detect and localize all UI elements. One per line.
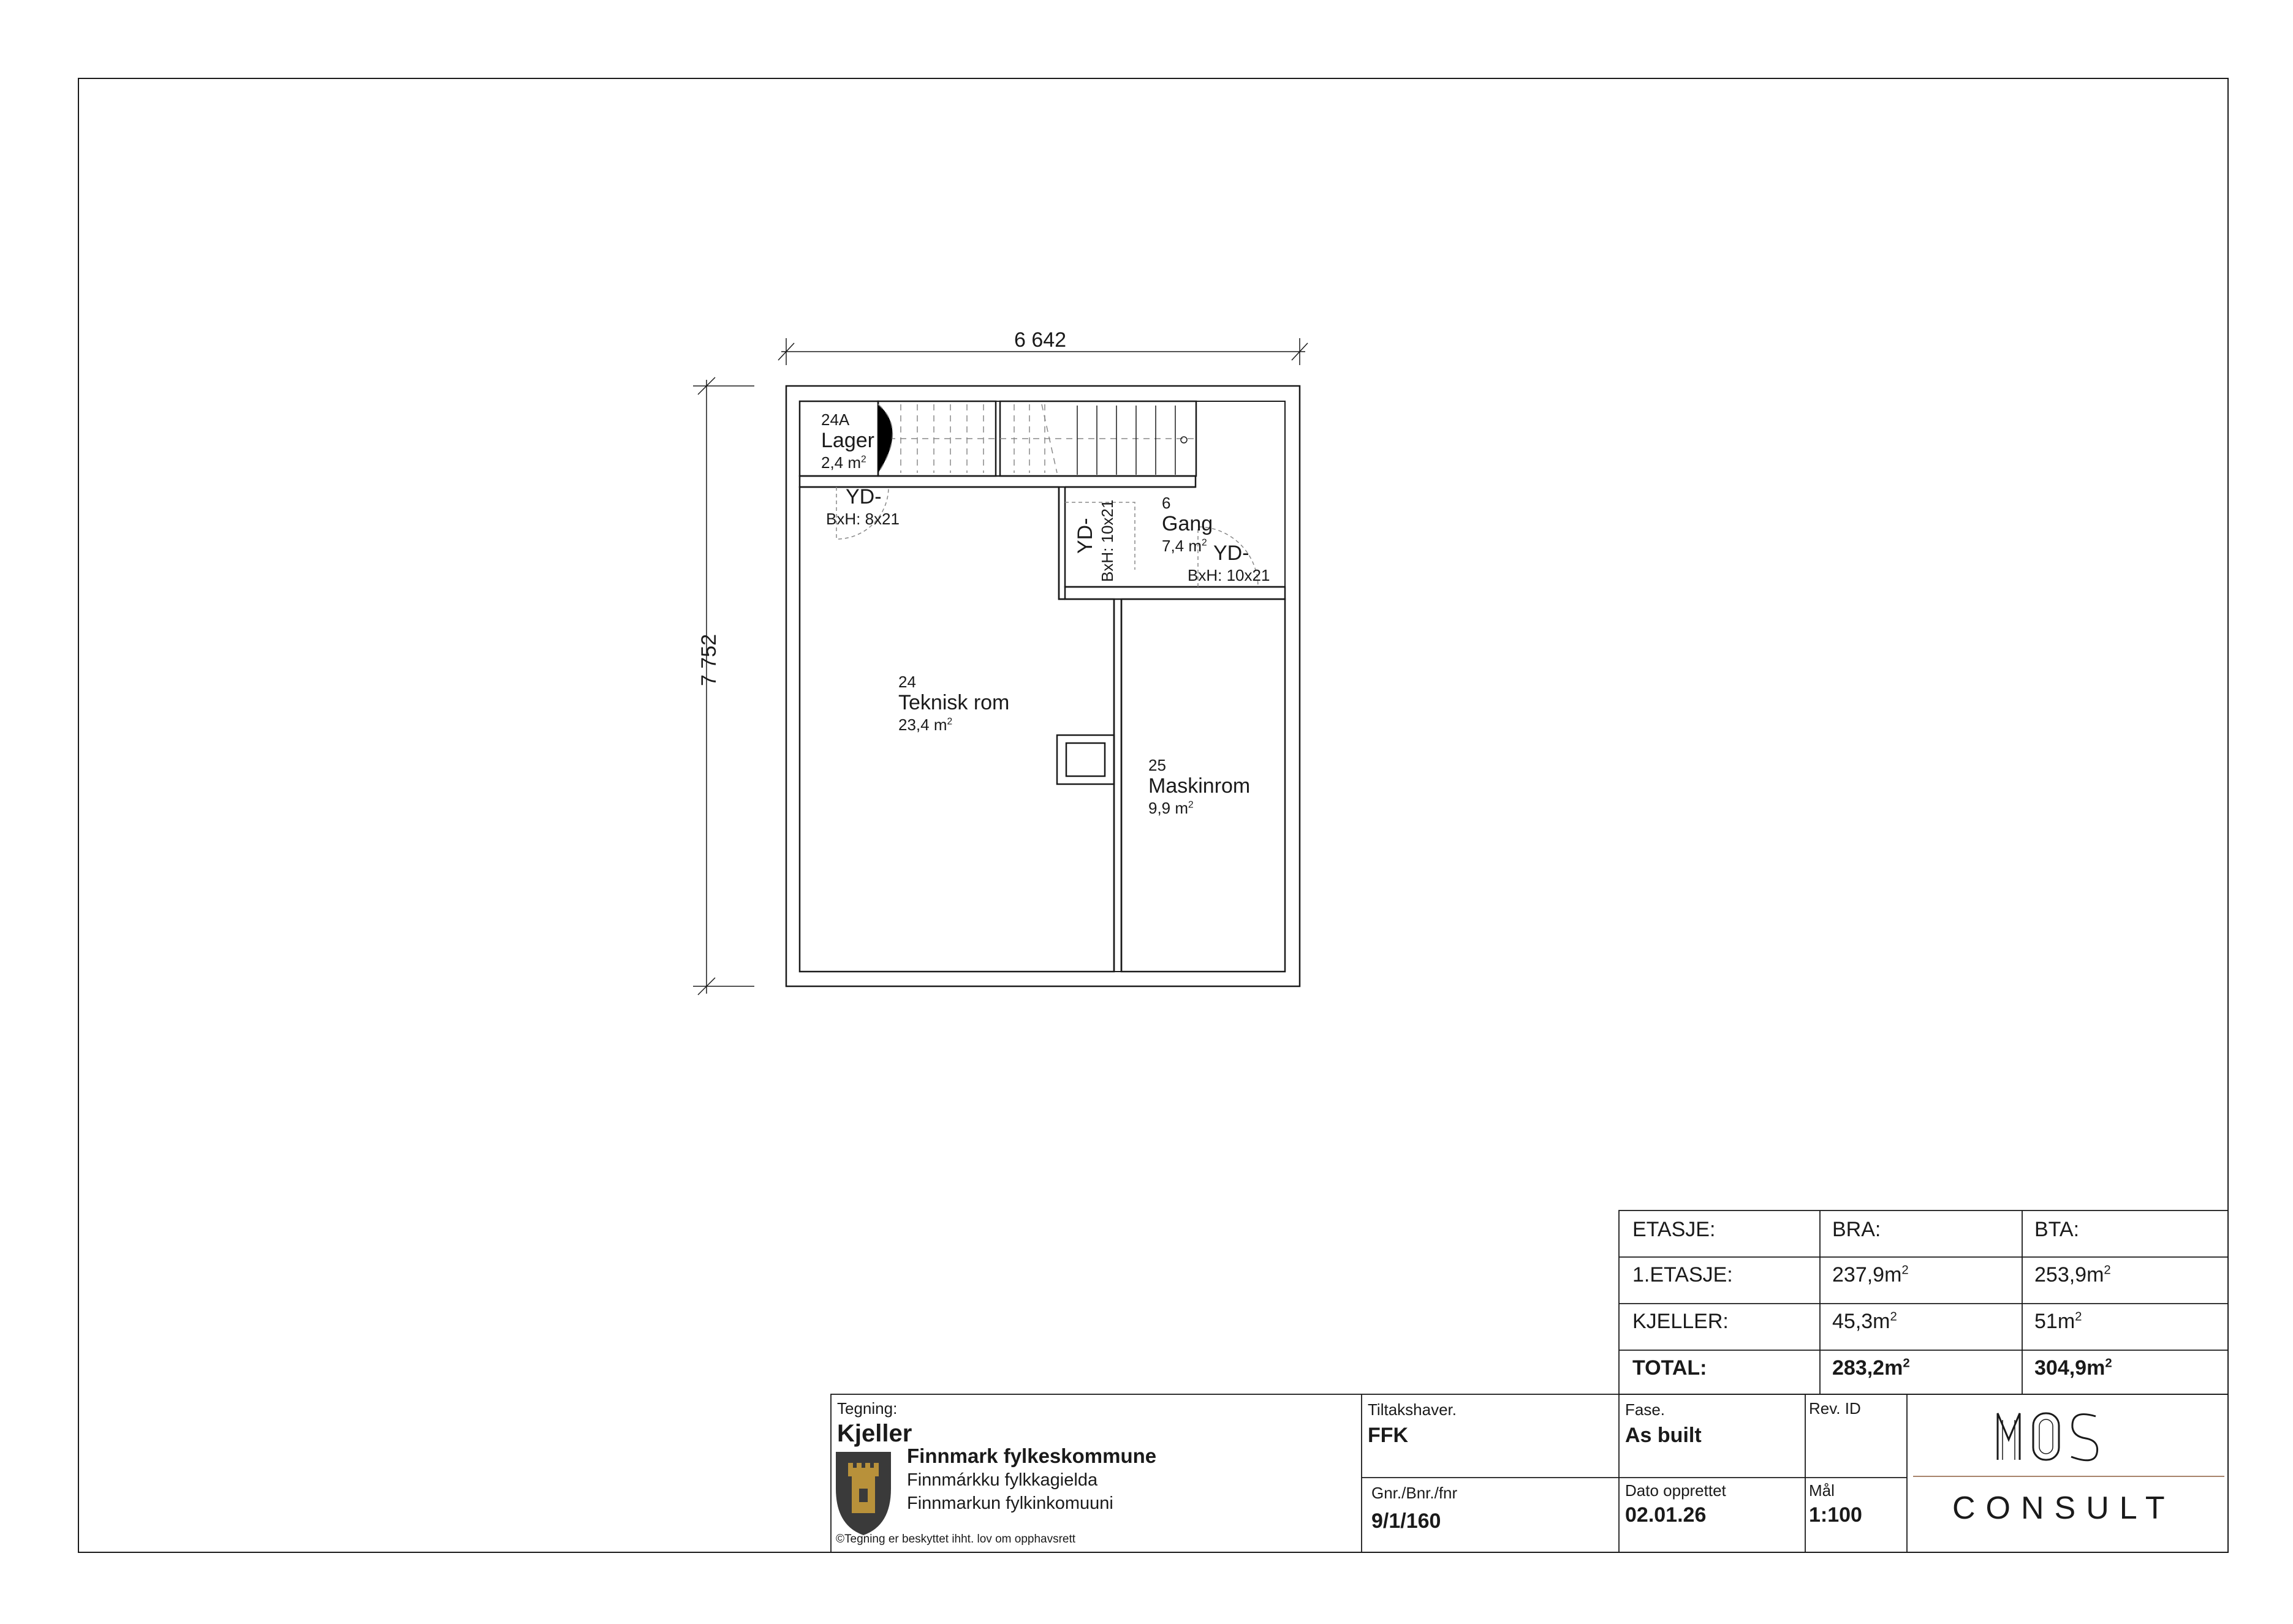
mos-logo bbox=[1998, 1413, 2098, 1460]
table-total-label: TOTAL: bbox=[1632, 1356, 1707, 1380]
teknisk-rom-outline bbox=[800, 487, 1114, 972]
teknisk-rom-divider bbox=[1114, 599, 1121, 972]
dimension-height-label: 7 752 bbox=[697, 633, 721, 686]
table-total-bta: $304,9m^2$ bbox=[2034, 1356, 2112, 1380]
room-area: 23,4 $m^2$ bbox=[898, 716, 953, 734]
room-area: 9,9 $m^2$ bbox=[1148, 799, 1194, 817]
room-area: 7,4 $m^2$ bbox=[1162, 537, 1207, 555]
stair-treads bbox=[878, 404, 1195, 473]
room-name: Teknisk rom bbox=[898, 691, 1010, 714]
table-cell-bta: $253,9m^2$ bbox=[2034, 1263, 2111, 1286]
table-cell-floor: KJELLER: bbox=[1632, 1310, 1729, 1333]
room-name: Lager bbox=[821, 429, 874, 452]
client-label: Tiltakshaver. bbox=[1368, 1400, 1457, 1419]
coat-of-arms-icon bbox=[836, 1452, 891, 1535]
room-number: 6 bbox=[1162, 494, 1171, 512]
table-cell-floor: 1.ETASJE: bbox=[1632, 1263, 1733, 1286]
door-code: YD- bbox=[846, 485, 882, 508]
table-header-etasje: ETASJE: bbox=[1632, 1218, 1716, 1241]
stair-treads-solid bbox=[1077, 406, 1187, 475]
property-value: 9/1/160 bbox=[1371, 1509, 1441, 1533]
door-code: YD- bbox=[1074, 518, 1097, 554]
room-number: 25 bbox=[1148, 756, 1166, 774]
client-value: FFK bbox=[1368, 1424, 1409, 1447]
room-name: Gang bbox=[1162, 512, 1213, 535]
date-value: 02.01.26 bbox=[1625, 1503, 1707, 1527]
door-size: BxH: 10x21 bbox=[1098, 499, 1116, 582]
gang-bottom-wall bbox=[1065, 587, 1285, 599]
shaft-inner bbox=[1066, 743, 1105, 776]
org-name: Finnmark fylkeskommune bbox=[907, 1445, 1157, 1467]
org-name-kven: Finnmarkun fylkinkomuuni bbox=[907, 1494, 1113, 1513]
date-label: Dato opprettet bbox=[1625, 1481, 1726, 1500]
company-sub: CONSULT bbox=[1952, 1490, 2175, 1526]
dimension-height bbox=[693, 377, 754, 995]
scale-label: Mål bbox=[1809, 1481, 1835, 1500]
table-header-bra: BRA: bbox=[1832, 1218, 1881, 1241]
table-total-bra: $283,2m^2$ bbox=[1832, 1356, 1910, 1380]
phase-value: As built bbox=[1625, 1424, 1702, 1447]
phase-label: Fase. bbox=[1625, 1400, 1666, 1419]
copyright-note: ©Tegning er beskyttet ihht. lov om opphavsrett bbox=[836, 1533, 1076, 1546]
room-number: 24A bbox=[821, 410, 850, 429]
dimension-width-label: 6 642 bbox=[1014, 328, 1067, 352]
table-cell-bra: $237,9m^2$ bbox=[1832, 1263, 1909, 1286]
rev-label: Rev. ID bbox=[1809, 1399, 1861, 1418]
property-label: Gnr./Bnr./fnr bbox=[1371, 1484, 1458, 1502]
door-size: BxH: 8x21 bbox=[826, 510, 900, 528]
door-code: YD- bbox=[1213, 542, 1249, 565]
drawing-label: Tegning: bbox=[837, 1399, 898, 1418]
room-number: 24 bbox=[898, 673, 916, 691]
org-name-sami: Finnmárkku fylkkagielda bbox=[907, 1470, 1098, 1490]
scale-value: 1:100 bbox=[1809, 1503, 1862, 1527]
floor-plan bbox=[786, 386, 1300, 986]
room-name: Maskinrom bbox=[1148, 774, 1251, 798]
table-cell-bta: $51m^2$ bbox=[2034, 1310, 2082, 1333]
drawing-name: Kjeller bbox=[837, 1420, 912, 1447]
room-area: 2,4 $m^2$ bbox=[821, 453, 866, 472]
gang-left-wall bbox=[1059, 487, 1065, 599]
table-header-bta: BTA: bbox=[2034, 1218, 2080, 1241]
door-size: BxH: 10x21 bbox=[1188, 566, 1270, 584]
table-cell-bra: $45,3m^2$ bbox=[1832, 1310, 1897, 1333]
